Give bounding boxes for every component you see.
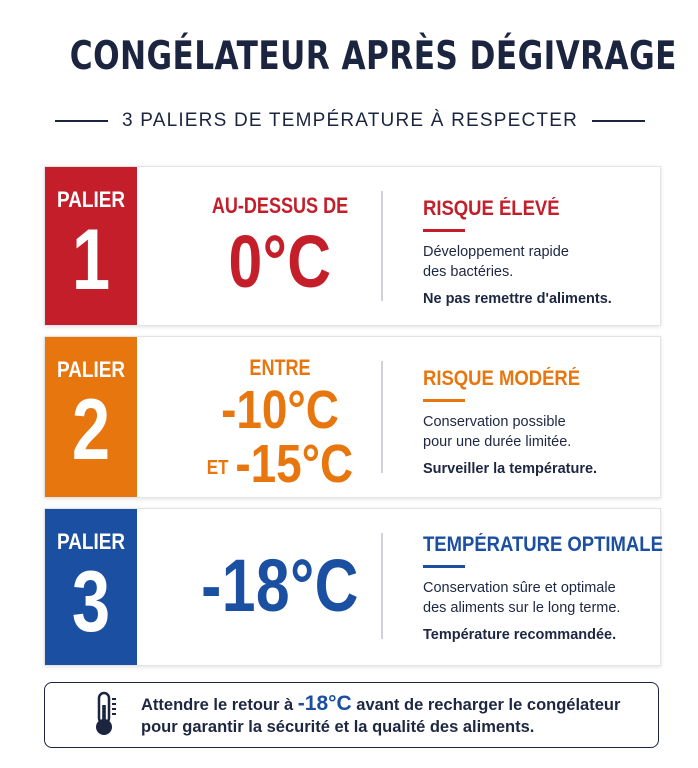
temp-value-high: -10°C bbox=[221, 380, 339, 440]
tier-badge-1 bbox=[45, 167, 137, 325]
card-divider bbox=[381, 191, 383, 301]
tier-description-line2: des bactéries. bbox=[423, 263, 514, 280]
temp-joiner: ET bbox=[206, 456, 229, 479]
tier-badge-3 bbox=[45, 509, 137, 665]
tier-advice: Ne pas remettre d'aliments. bbox=[423, 290, 612, 307]
tier-card-3 bbox=[44, 508, 661, 666]
tier-temperature-2 bbox=[145, 355, 415, 494]
tier-badge-number: 1 bbox=[71, 212, 111, 308]
tier-badge-number: 2 bbox=[71, 382, 111, 478]
risk-heading: RISQUE MODÉRÉ bbox=[423, 367, 581, 390]
tier-badge-label: PALIER bbox=[57, 357, 125, 382]
temp-prefix: ENTRE bbox=[249, 355, 311, 380]
temp-prefix: AU-DESSUS DE bbox=[211, 193, 349, 218]
tier-advice: Surveiller la température. bbox=[423, 460, 598, 477]
page-subtitle: 3 PALIERS DE TEMPÉRATURE À RESPECTER bbox=[121, 110, 579, 131]
tier-info-1 bbox=[423, 197, 658, 307]
tier-info-3 bbox=[423, 533, 663, 643]
temp-value: 0°C bbox=[228, 220, 332, 303]
thermometer-icon bbox=[89, 691, 119, 742]
temp-value-low: -15°C bbox=[235, 434, 354, 494]
tier-badge-number: 3 bbox=[71, 554, 111, 650]
footer-text-before: Attendre le retour à bbox=[141, 696, 298, 714]
tier-description-line2: pour une durée limitée. bbox=[423, 433, 572, 450]
tier-advice: Température recommandée. bbox=[423, 626, 617, 643]
tier-description-line1: Développement rapide bbox=[423, 243, 569, 260]
tier-description-line1: Conservation possible bbox=[423, 413, 566, 430]
card-divider bbox=[381, 533, 383, 639]
subtitle-row bbox=[55, 106, 645, 136]
card-divider bbox=[381, 361, 383, 473]
footer-text-after: avant de recharger le congélateur bbox=[351, 696, 621, 714]
tier-card-1 bbox=[44, 166, 661, 326]
temp-range-low bbox=[165, 434, 395, 494]
tier-description-line1: Conservation sûre et optimale bbox=[423, 579, 616, 596]
footer-highlight: -18°C bbox=[297, 692, 352, 715]
page-title: CONGÉLATEUR APRÈS DÉGIVRAGE bbox=[69, 34, 677, 79]
tier-temperature-1 bbox=[145, 193, 415, 303]
tier-badge-label: PALIER bbox=[57, 187, 125, 212]
risk-heading: RISQUE ÉLEVÉ bbox=[423, 197, 560, 220]
subtitle-divider-right bbox=[592, 120, 645, 122]
subtitle-divider-left bbox=[55, 120, 108, 122]
tier-badge-label: PALIER bbox=[57, 529, 125, 554]
tier-description-line2: des aliments sur le long terme. bbox=[423, 599, 621, 616]
heading-underline bbox=[423, 229, 465, 232]
tier-temperature-3 bbox=[145, 544, 415, 627]
tier-card-2 bbox=[44, 336, 661, 498]
tier-badge-2 bbox=[45, 337, 137, 497]
footer-message bbox=[141, 693, 651, 738]
temp-value: -18°C bbox=[201, 544, 359, 627]
heading-underline bbox=[423, 399, 465, 402]
heading-underline bbox=[423, 565, 465, 568]
footer-notice bbox=[44, 682, 659, 748]
tier-info-2 bbox=[423, 367, 658, 477]
footer-text-line2: pour garantir la sécurité et la qualité des aliments. bbox=[141, 718, 535, 736]
risk-heading: TEMPÉRATURE OPTIMALE bbox=[423, 533, 663, 556]
